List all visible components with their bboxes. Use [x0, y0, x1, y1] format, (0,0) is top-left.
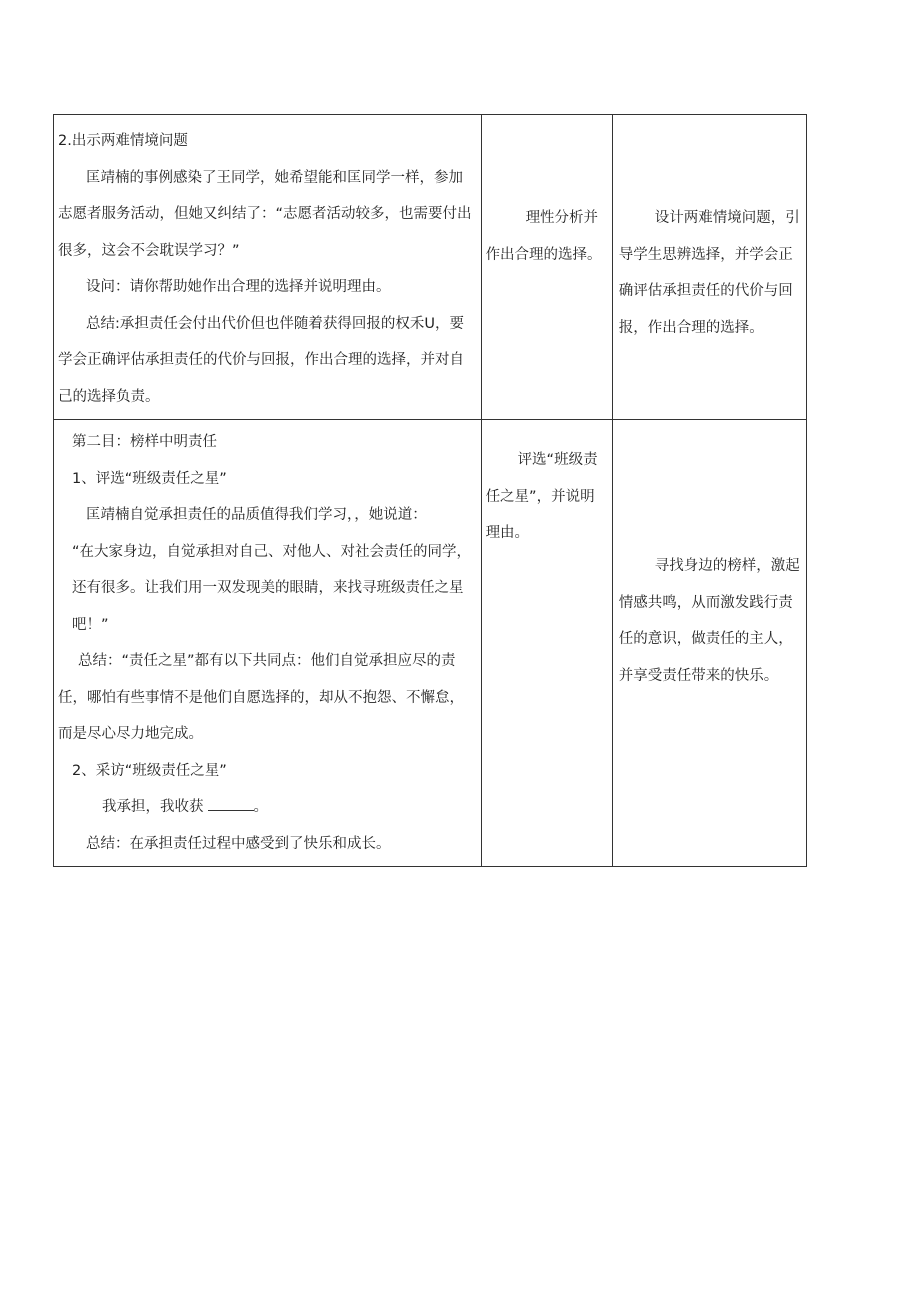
intent-cell	[612, 420, 806, 867]
activity-cell	[481, 115, 612, 420]
fill-blank	[208, 796, 254, 811]
quote-paragraph: “在大家身边，自觉承担对自己、对他人、对社会责任的同学，还有很多。让我们用一双发现美的眼睛，来找寻班级责任之星吧！”	[72, 543, 472, 633]
summary-text: 总结：在承担责任过程中感受到了快乐和成长。	[86, 835, 391, 852]
section-heading: 2.出示两难情境问题	[58, 133, 188, 149]
list-item: 2、采访“班级责任之星”	[72, 762, 227, 779]
section-heading: 第二目：榜样中明责任	[72, 434, 217, 450]
content-cell	[54, 115, 482, 420]
intro-paragraph: 匡靖楠自觉承担责任的品质值得我们学习，，她说道：	[86, 507, 427, 523]
activity-cell	[481, 420, 612, 867]
fill-suffix: 。	[253, 799, 268, 815]
table-row	[54, 420, 807, 867]
summary-text: 总结：“责任之星”都有以下共同点：他们自觉承担应尽的责任，哪怕有些事情不是他们自愿选择的，却从不抱怨、不懈怠，而是尽心尽力地完成。	[58, 653, 464, 742]
fill-in-line	[58, 789, 477, 826]
student-activity-text: 评选“班级责任之星”，并说明理由。	[485, 452, 598, 541]
content-cell	[54, 420, 482, 867]
table-row	[54, 115, 807, 420]
lesson-plan-table	[53, 114, 807, 867]
student-activity-text: 理性分析并作出合理的选择。	[485, 210, 602, 263]
question-text: 设问：请你帮助她作出合理的选择并说明理由。	[86, 279, 391, 295]
list-item: 1、评选“班级责任之星”	[72, 470, 227, 487]
intent-cell	[612, 115, 806, 420]
scenario-paragraph: 匡靖楠的事例感染了王同学，她希望能和匡同学一样，参加志愿者服务活动，但她又纠结了：“志愿者活动较多，也需要付出很多，这会不会耽误学习？”	[58, 169, 472, 259]
summary-text: 总结:承担责任会付出代价但也伴随着获得回报的权禾U，要学会正确评估承担责任的代价与回报，作出合理的选择，并对自己的选择负责。	[58, 315, 464, 405]
fill-prefix: 我承担，我收获	[102, 799, 204, 815]
design-intent-text: 寻找身边的榜样，激起情感共鸣，从而激发践行责任的意识，做责任的主人，并享受责任带来的快乐。	[618, 558, 800, 684]
design-intent-text: 设计两难情境问题，引导学生思辨选择，并学会正确评估承担责任的代价与回报，作出合理的选择。	[618, 210, 800, 336]
